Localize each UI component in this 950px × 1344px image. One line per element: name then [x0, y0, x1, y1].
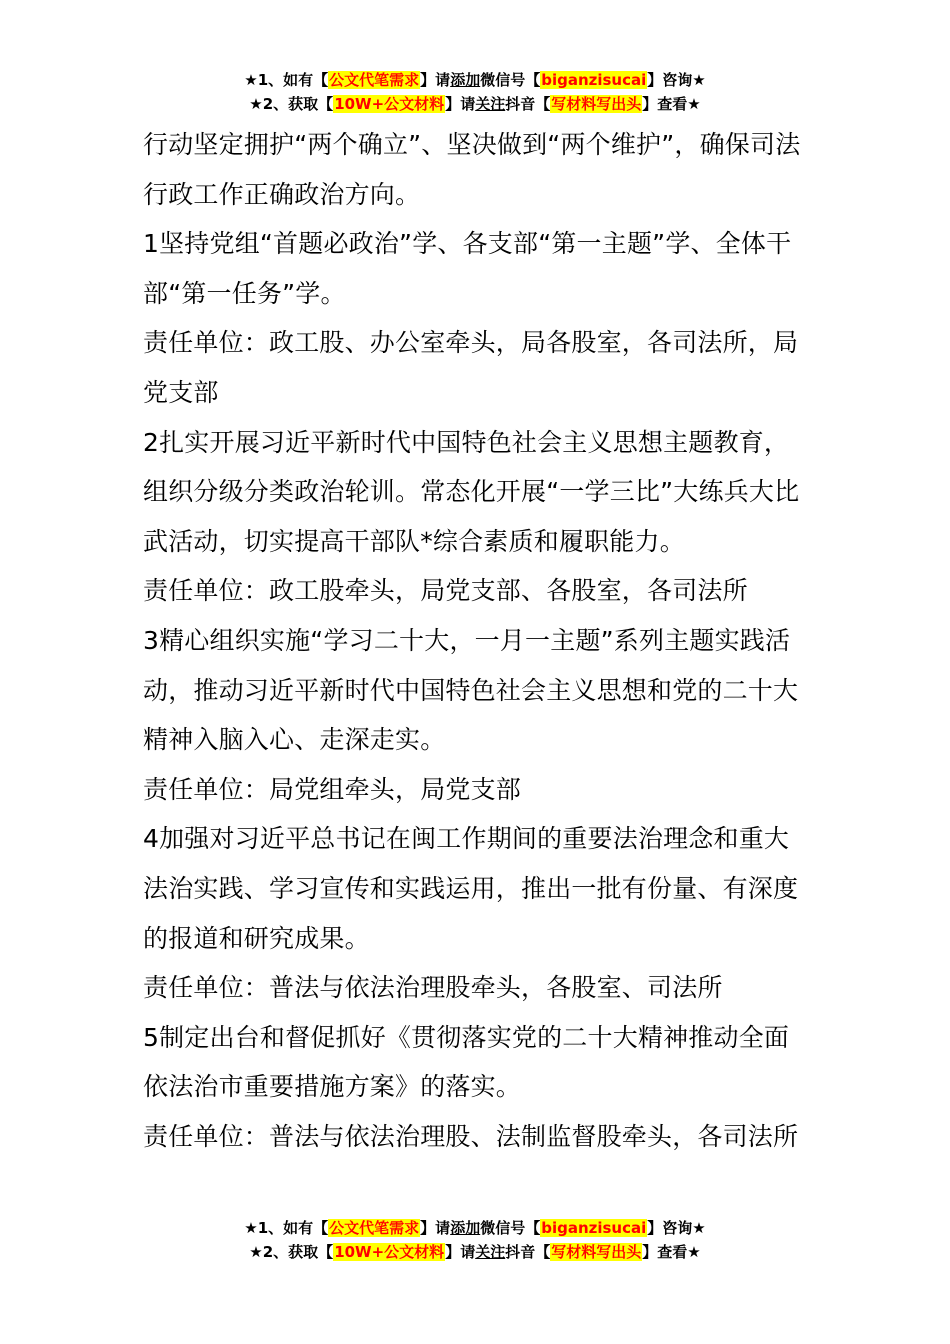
- banner-line-2: ★2、获取【10W+公文材料】请关注抖音【写材料写出头】查看★: [249, 95, 701, 113]
- banner-highlight: 公文代笔需求: [329, 1219, 420, 1237]
- banner-line-2: ★2、获取【10W+公文材料】请关注抖音【写材料写出头】查看★: [249, 1243, 701, 1261]
- banner-highlight: biganzisucai: [541, 1219, 647, 1237]
- banner-highlight: 10W+公文材料: [334, 1243, 445, 1261]
- responsibility-line: 责任单位：政工股牵头，局党支部、各股室，各司法所: [143, 576, 748, 606]
- banner-highlight: biganzisucai: [541, 71, 647, 89]
- responsibility-line: 责任单位：局党组牵头，局党支部: [143, 774, 522, 804]
- banner-highlight: 写材料写出头: [551, 95, 642, 113]
- banner-line-1: ★1、如有【公文代笔需求】请添加微信号【biganzisucai】咨询★: [244, 71, 706, 89]
- footer-banner: [0, 1216, 950, 1264]
- document-body: [143, 120, 811, 1161]
- responsibility-line: 责任单位：普法与依法治理股牵头，各股室、司法所: [143, 973, 723, 1003]
- paragraph: 4加强对习近平总书记在闽工作期间的重要法治理念和重大法治实践、学习宣传和实践运用，推出一批有份量、有深度的报道和研究成果。: [143, 824, 799, 953]
- paragraph: 2扎实开展习近平新时代中国特色社会主义思想主题教育，组织分级分类政治轮训。常态化开展“一学三比”大练兵大比武活动，切实提高干部队*综合素质和履职能力。: [143, 427, 800, 556]
- banner-highlight: 公文代笔需求: [329, 71, 420, 89]
- banner-highlight: 写材料写出头: [551, 1243, 642, 1261]
- banner-line-1: ★1、如有【公文代笔需求】请添加微信号【biganzisucai】咨询★: [244, 1219, 706, 1237]
- responsibility-line: 责任单位：普法与依法治理股、法制监督股牵头，各司法所: [143, 1121, 799, 1151]
- responsibility-line: 责任单位：政工股、办公室牵头，局各股室，各司法所，局党支部: [143, 328, 799, 407]
- paragraph: 行动坚定拥护“两个确立”、坚决做到“两个维护”，确保司法行政工作正确政治方向。: [143, 130, 801, 209]
- banner-highlight: 10W+公文材料: [334, 95, 445, 113]
- header-banner: [0, 68, 950, 116]
- paragraph: 3精心组织实施“学习二十大，一月一主题”系列主题实践活动，推动习近平新时代中国特色社会主义思想和党的二十大精神入脑入心、走深走实。: [143, 625, 799, 755]
- paragraph: 5制定出台和督促抓好《贯彻落实党的二十大精神推动全面依法治市重要措施方案》的落实。: [143, 1022, 790, 1102]
- paragraph: 1坚持党组“首题必政治”学、各支部“第一主题”学、全体干部“第一任务”学。: [143, 229, 792, 308]
